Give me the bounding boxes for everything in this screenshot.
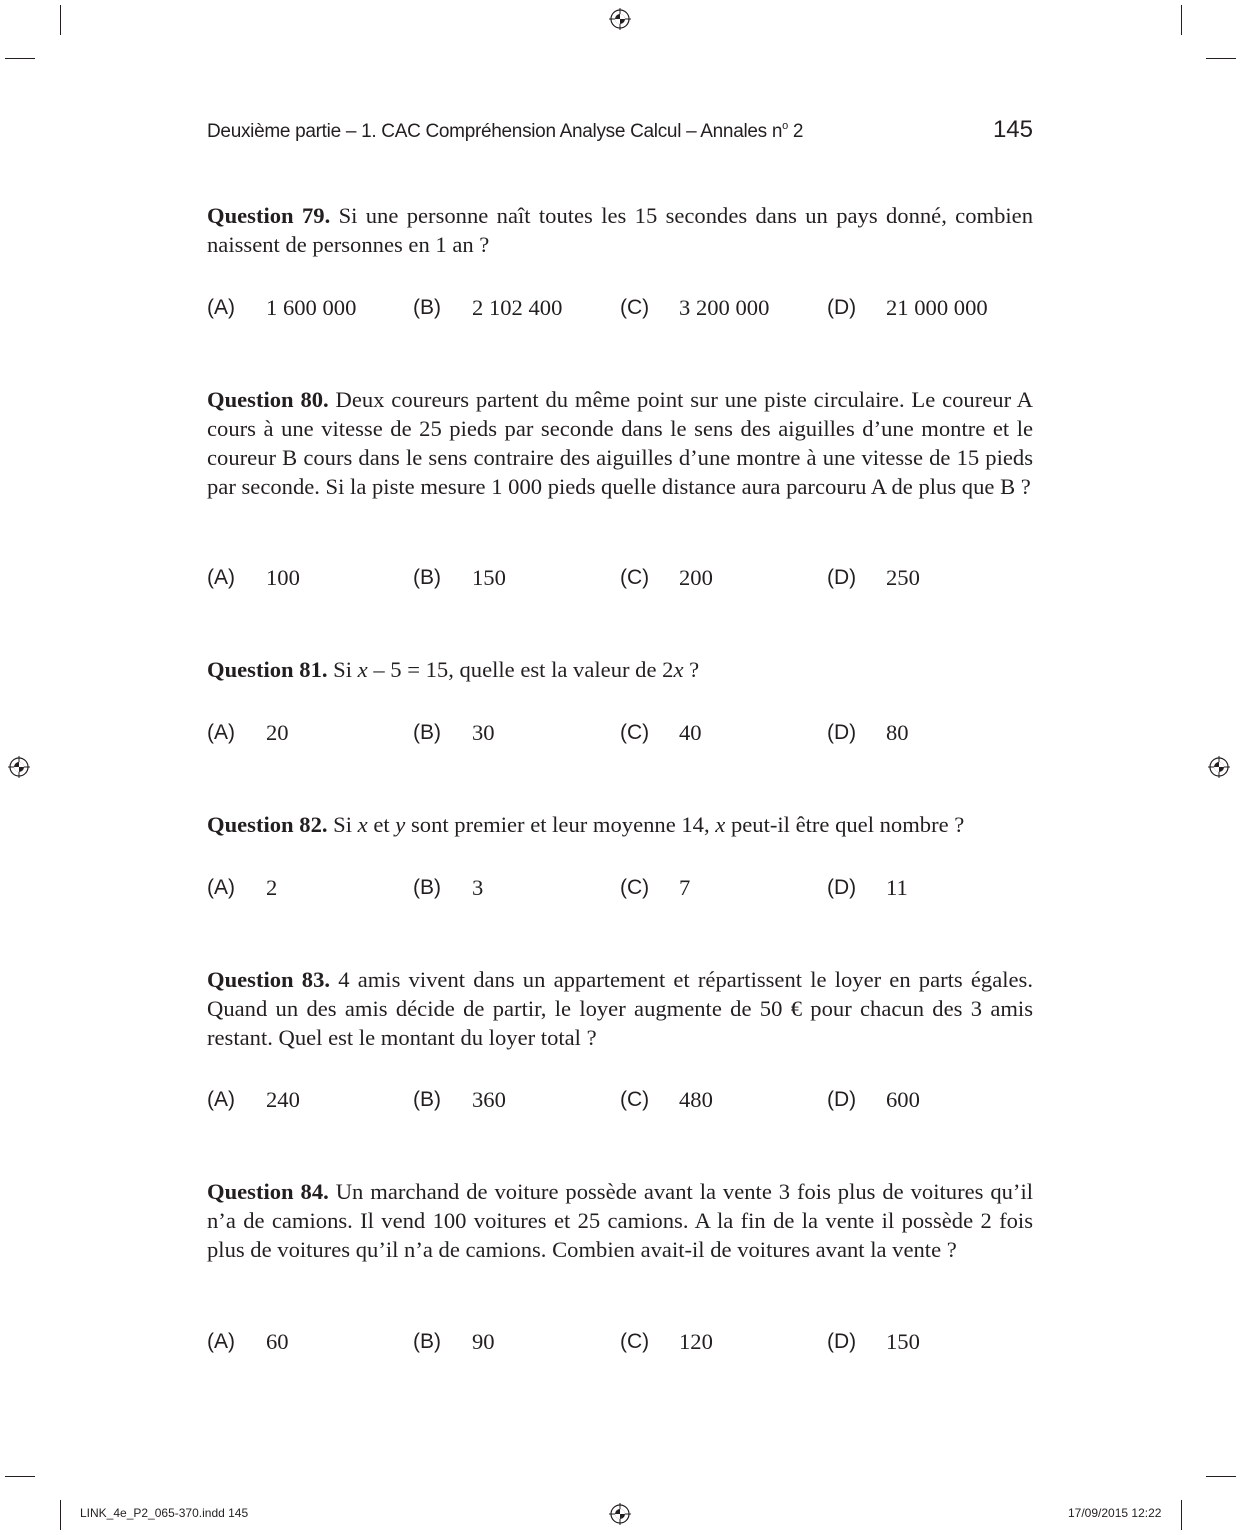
option-value: 250 xyxy=(886,565,920,590)
variable-x: x xyxy=(673,657,684,682)
option-value: 40 xyxy=(679,720,702,745)
variable-y: y xyxy=(395,812,406,837)
question-label: Question 82. xyxy=(207,812,328,837)
variable-x: x xyxy=(715,812,726,837)
slug-filename: LINK_4e_P2_065-370.indd 145 xyxy=(80,1506,249,1520)
option-value: 100 xyxy=(266,565,300,590)
question-84 xyxy=(207,1177,1033,1264)
option-letter: (D) xyxy=(827,566,857,589)
slug-date: 17/09/2015 12:22 xyxy=(1068,1506,1162,1520)
option-value: 480 xyxy=(679,1087,713,1112)
question-label: Question 80. xyxy=(207,387,329,412)
question-text: Si xyxy=(327,812,358,837)
option-value: 120 xyxy=(679,1329,713,1354)
option-value: 30 xyxy=(472,720,495,745)
option-letter: (A) xyxy=(207,566,235,589)
question-83 xyxy=(207,965,1033,1052)
question-text: sont premier et leur moyenne 14, xyxy=(405,812,716,837)
crop-mark-top-right xyxy=(1181,5,1182,35)
option-value: 2 xyxy=(266,875,278,900)
registration-mark-icon xyxy=(8,756,30,778)
option-letter: (C) xyxy=(620,566,650,589)
option-value: 3 xyxy=(472,875,484,900)
answer-options-81 xyxy=(207,718,1033,748)
answer-options-84 xyxy=(207,1327,1033,1357)
question-text: peut-il être quel nombre ? xyxy=(725,812,965,837)
question-text: 4 amis vivent dans un appartement et répartissent le loyer en parts égales. Quand un des amis décide de partir, le loyer augmente de 50 € pour chacun des 3 amis restant. Quel est le montant du loyer total ? xyxy=(207,967,1033,1050)
crop-mark-left-upper xyxy=(5,58,35,59)
option-letter: (B) xyxy=(413,1088,441,1111)
running-head xyxy=(207,118,1033,144)
question-82 xyxy=(207,810,1033,839)
option-letter: (C) xyxy=(620,876,650,899)
option-letter: (B) xyxy=(413,876,441,899)
option-value: 90 xyxy=(472,1329,495,1354)
question-label: Question 83. xyxy=(207,967,331,992)
option-value: 2 102 400 xyxy=(472,295,563,320)
option-letter: (C) xyxy=(620,1330,650,1353)
option-value: 3 200 000 xyxy=(679,295,770,320)
option-letter: (C) xyxy=(620,1088,650,1111)
option-letter: (A) xyxy=(207,1330,235,1353)
question-text: Deux coureurs partent du même point sur une piste circulaire. Le coureur A cours à une vitesse de 25 pieds par seconde dans le sens des aiguilles d’une montre et le coureur B cours dans le sens contraire des aiguilles d’une montre à une vitesse de 15 pieds par seconde. Si la piste mesure 1 000 pieds quelle distance aura parcouru A de plus que B ? xyxy=(207,387,1033,499)
option-value: 60 xyxy=(266,1329,289,1354)
option-letter: (C) xyxy=(620,721,650,744)
question-text: Si xyxy=(327,657,358,682)
answer-options-79 xyxy=(207,293,1033,323)
answer-options-83 xyxy=(207,1085,1033,1115)
option-value: 240 xyxy=(266,1087,300,1112)
question-text: – 5 = 15, quelle est la valeur de 2 xyxy=(367,657,674,682)
option-letter: (A) xyxy=(207,296,235,319)
option-letter: (A) xyxy=(207,876,235,899)
answer-options-82 xyxy=(207,873,1033,903)
variable-x: x xyxy=(357,657,368,682)
option-letter: (B) xyxy=(413,1330,441,1353)
option-value: 21 000 000 xyxy=(886,295,988,320)
question-81 xyxy=(207,655,1033,684)
option-letter: (B) xyxy=(413,296,441,319)
running-head-title: Deuxième partie – 1. CAC Compréhension Analyse Calcul – Annales $n^o$ 2 xyxy=(207,120,804,142)
crop-mark-left-lower xyxy=(5,1476,35,1477)
question-text: ? xyxy=(683,657,700,682)
option-letter: (C) xyxy=(620,296,650,319)
option-value: 150 xyxy=(886,1329,920,1354)
question-text: et xyxy=(367,812,396,837)
question-text: Un marchand de voiture possède avant la vente 3 fois plus de voitures qu’il n’a de camions. Il vend 100 voitures et 25 camions. A la fin de la vente il possède 2 fois plus de voitures qu’il n’a de camions. Combien avait-il de voitures avant la vente ? xyxy=(207,1179,1034,1262)
option-value: 80 xyxy=(886,720,909,745)
question-label: Question 81. xyxy=(207,657,328,682)
option-value: 200 xyxy=(679,565,713,590)
option-letter: (D) xyxy=(827,1088,857,1111)
option-value: 150 xyxy=(472,565,506,590)
registration-mark-icon xyxy=(609,1503,631,1525)
option-value: 20 xyxy=(266,720,289,745)
registration-mark-icon xyxy=(1208,756,1230,778)
option-letter: (B) xyxy=(413,721,441,744)
option-value: 11 xyxy=(886,875,908,900)
question-79 xyxy=(207,201,1033,259)
variable-x: x xyxy=(357,812,368,837)
registration-mark-icon xyxy=(609,8,631,30)
option-letter: (D) xyxy=(827,1330,857,1353)
crop-mark-bottom-right xyxy=(1181,1500,1182,1530)
question-text: Si une personne naît toutes les 15 secondes dans un pays donné, combien naissent de personnes en 1 an ? xyxy=(207,203,1033,257)
option-value: 360 xyxy=(472,1087,506,1112)
crop-mark-right-upper xyxy=(1206,58,1236,59)
option-letter: (A) xyxy=(207,721,235,744)
question-80 xyxy=(207,385,1033,501)
question-label: Question 79. xyxy=(207,203,331,228)
option-value: 1 600 000 xyxy=(266,295,357,320)
answer-options-80 xyxy=(207,563,1033,593)
option-letter: (D) xyxy=(827,876,857,899)
question-label: Question 84. xyxy=(207,1179,329,1204)
option-value: 600 xyxy=(886,1087,920,1112)
option-value: 7 xyxy=(679,875,691,900)
option-letter: (B) xyxy=(413,566,441,589)
crop-mark-bottom-left xyxy=(60,1500,61,1530)
option-letter: (D) xyxy=(827,721,857,744)
page-number: 145 xyxy=(992,116,1033,143)
crop-mark-top-left xyxy=(60,5,61,35)
option-letter: (A) xyxy=(207,1088,235,1111)
crop-mark-right-lower xyxy=(1206,1476,1236,1477)
option-letter: (D) xyxy=(827,296,857,319)
